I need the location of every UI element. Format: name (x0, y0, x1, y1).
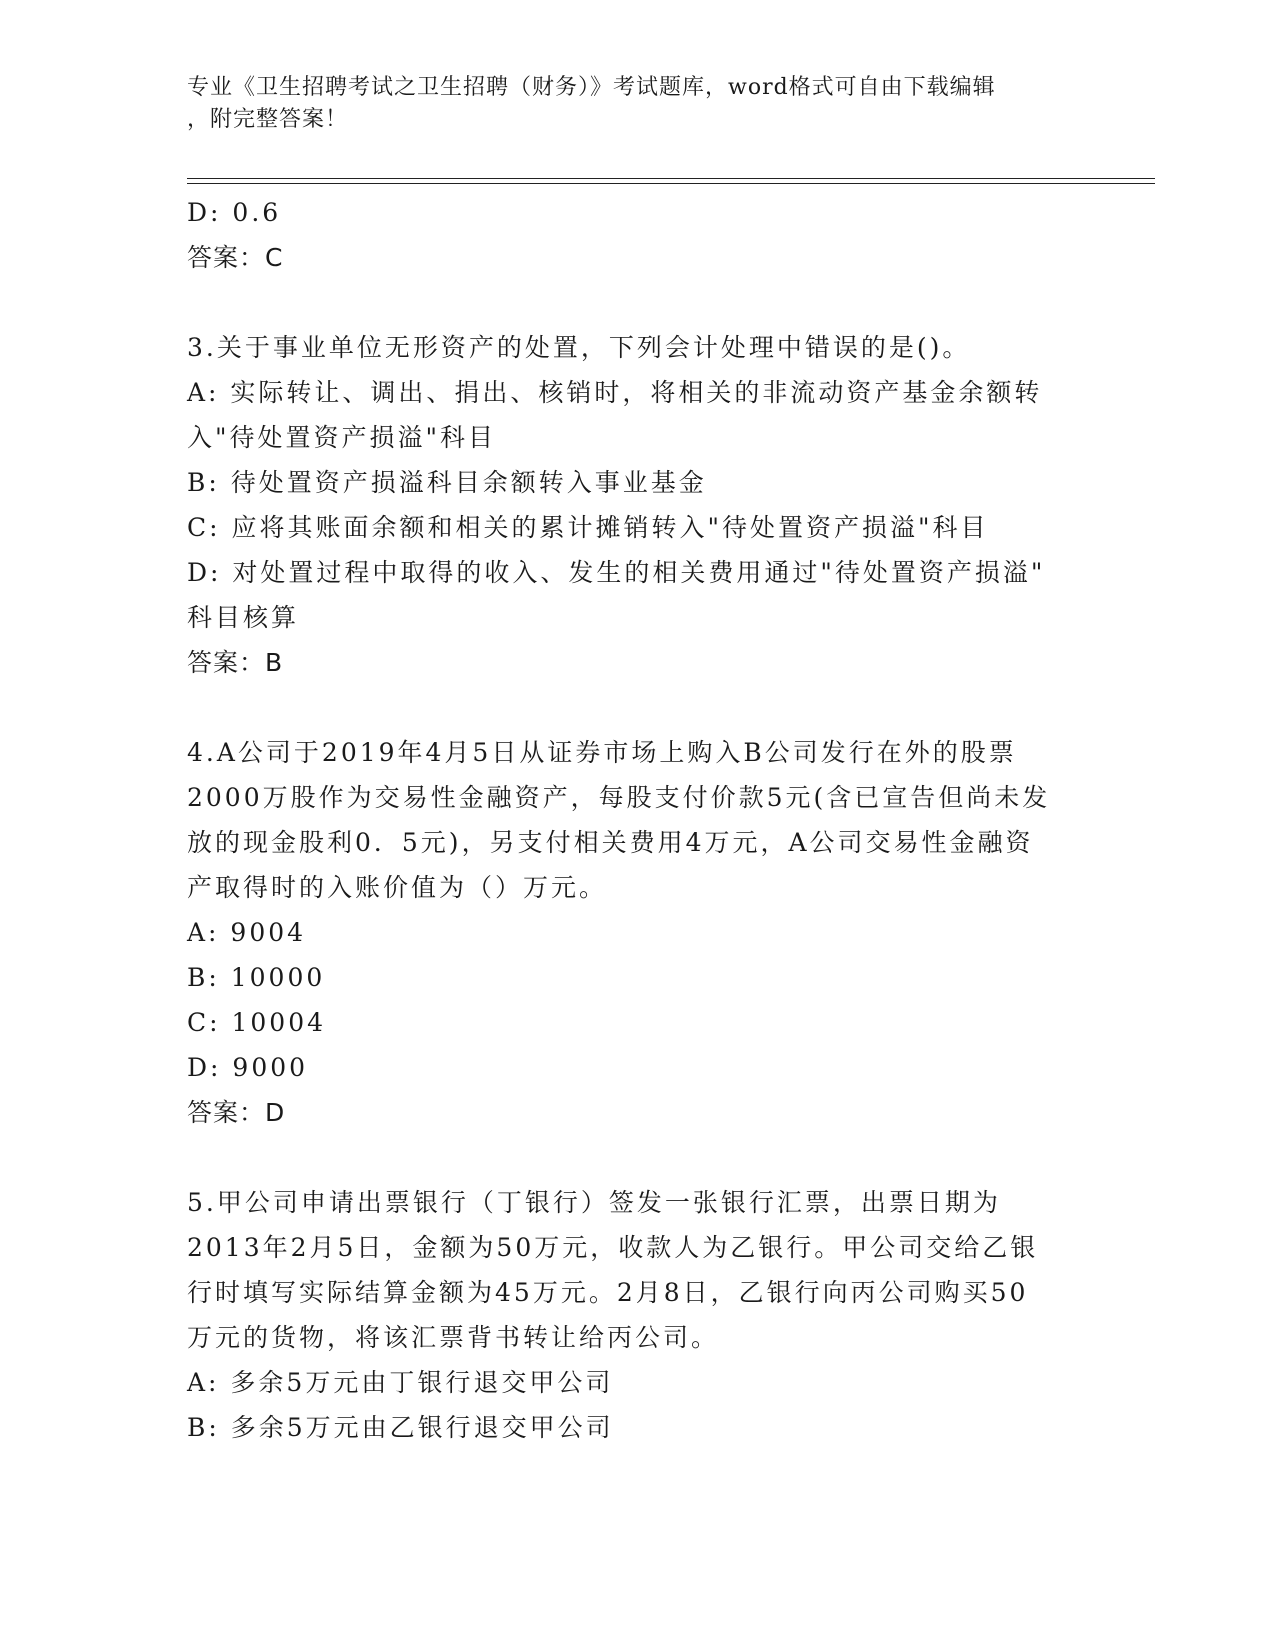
header-rule-top (187, 178, 1155, 179)
spacer (187, 280, 1087, 325)
header-rule-bottom (187, 183, 1155, 184)
q3-answer: 答案：B (187, 648, 284, 677)
q4-answer: 答案：D (187, 1098, 286, 1127)
q4-stem-line-2: 2000万股作为交易性金融资产，每股支付价款5元(含已宣告但尚未发 (187, 783, 1051, 812)
q5-stem-line-2: 2013年2月5日，金额为50万元，收款人为乙银行。甲公司交给乙银 (187, 1233, 1039, 1262)
spacer (187, 1135, 1087, 1180)
q4-stem-line-4: 产取得时的入账价值为（）万元。 (187, 873, 608, 902)
q4-option-c: C: 10004 (187, 1008, 327, 1037)
question-5 (187, 1180, 1087, 1450)
q2-option-d: D: 0.6 (187, 198, 282, 227)
q3-option-d-line-2: 科目核算 (187, 603, 300, 632)
q4-option-b: B: 10000 (187, 963, 326, 992)
q3-option-d-line-1: D: 对处置过程中取得的收入、发生的相关费用通过"待处置资产损溢" (187, 558, 1046, 587)
q3-stem: 3.关于事业单位无形资产的处置，下列会计处理中错误的是()。 (187, 333, 971, 362)
q4-stem-line-1: 4.A公司于2019年4月5日从证券市场上购入B公司发行在外的股票 (187, 738, 1017, 767)
spacer (187, 685, 1087, 730)
q5-stem-line-4: 万元的货物，将该汇票背书转让给丙公司。 (187, 1323, 720, 1352)
q5-option-b: B: 多余5万元由乙银行退交甲公司 (187, 1413, 614, 1442)
q4-option-a: A: 9004 (187, 918, 307, 947)
question-2-tail (187, 190, 1087, 280)
q3-option-b: B: 待处置资产损溢科目余额转入事业基金 (187, 468, 707, 497)
q2-answer: 答案：C (187, 243, 284, 272)
q5-stem-line-1: 5.甲公司申请出票银行（丁银行）签发一张银行汇票，出票日期为 (187, 1188, 1001, 1217)
header-line-2: ，附完整答案！ (187, 107, 349, 132)
question-3 (187, 325, 1087, 685)
q5-stem-line-3: 行时填写实际结算金额为45万元。2月8日，乙银行向丙公司购买50 (187, 1278, 1029, 1307)
q4-stem-line-3: 放的现金股利0．5元)，另支付相关费用4万元，A公司交易性金融资 (187, 828, 1034, 857)
question-content (187, 190, 1087, 1450)
q3-option-a-line-2: 入"待处置资产损溢"科目 (187, 423, 496, 452)
question-4 (187, 730, 1087, 1135)
document-header (187, 72, 1067, 136)
q3-option-a-line-1: A: 实际转让、调出、捐出、核销时，将相关的非流动资产基金余额转 (187, 378, 1043, 407)
header-line-1: 专业《卫生招聘考试之卫生招聘（财务）》考试题库，word格式可自由下载编辑 (187, 75, 996, 100)
q3-option-c: C: 应将其账面余额和相关的累计摊销转入"待处置资产损溢"科目 (187, 513, 989, 542)
q4-option-d: D: 9000 (187, 1053, 309, 1082)
q5-option-a: A: 多余5万元由丁银行退交甲公司 (187, 1368, 614, 1397)
